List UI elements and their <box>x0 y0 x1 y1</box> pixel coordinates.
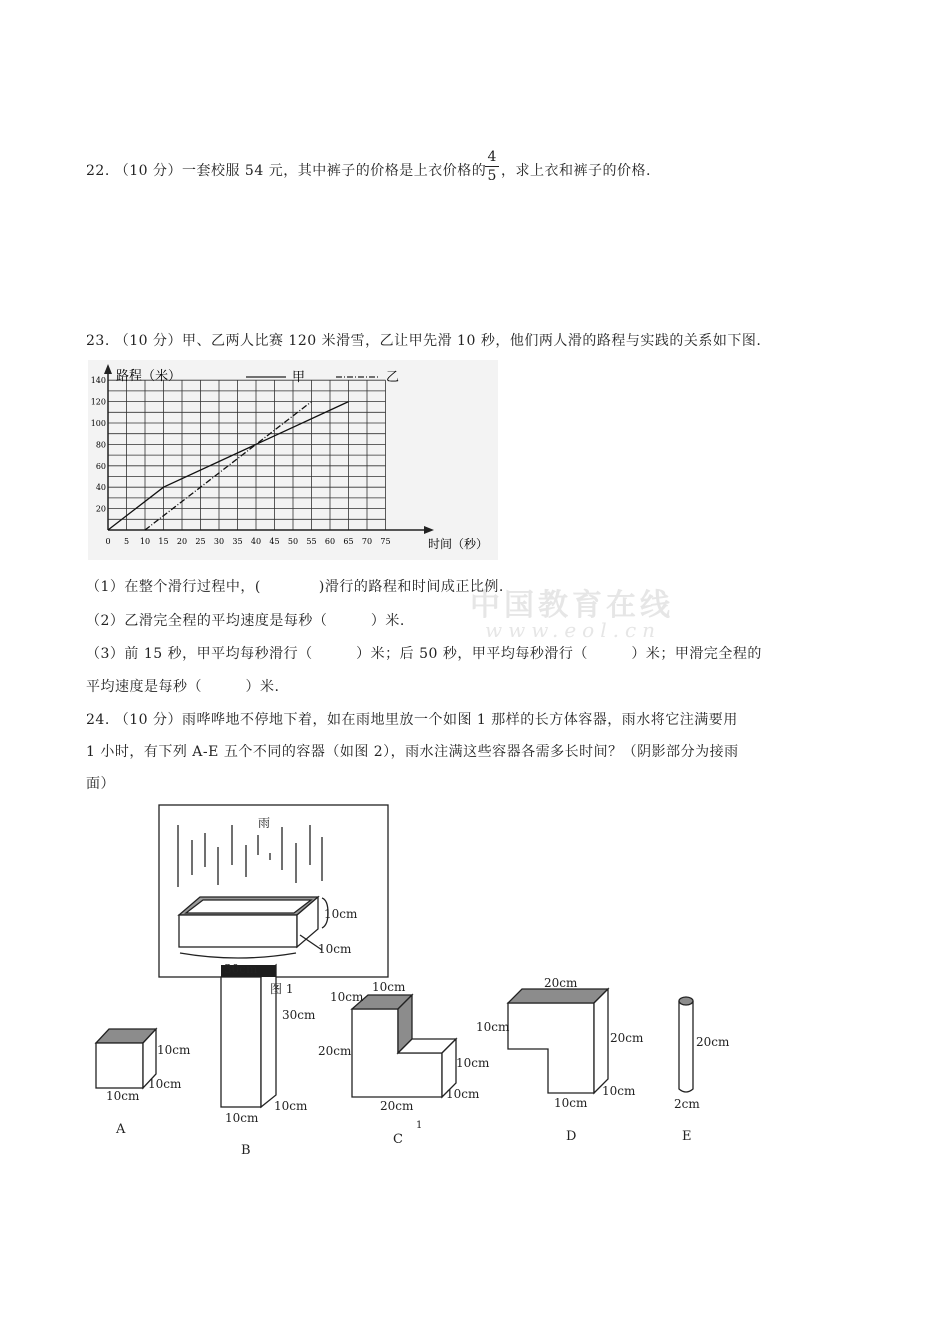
x-tick-label: 45 <box>269 537 280 546</box>
fig1-length-label: 30cm <box>224 962 258 976</box>
q24-line3: 面） <box>86 776 115 792</box>
x-tick-label: 35 <box>232 537 243 546</box>
b-height-label: 30cm <box>282 1008 316 1022</box>
b-width-label: 10cm <box>225 1111 259 1125</box>
watermark-text: 中国教育在线 <box>470 588 674 623</box>
e-height-label: 20cm <box>696 1035 730 1049</box>
x-tick-label: 60 <box>324 537 336 546</box>
x-tick-label: 70 <box>361 537 373 546</box>
container-d-inverted-l <box>508 989 608 1093</box>
x-tick-label: 40 <box>250 537 262 546</box>
d-top-width-label: 20cm <box>544 976 578 990</box>
x-tick-label: 50 <box>287 537 299 546</box>
q22-fraction <box>485 148 499 185</box>
y-tick-label: 20 <box>95 504 106 514</box>
d-width-label: 10cm <box>554 1096 588 1110</box>
c-top-width-label: 10cm <box>372 980 406 994</box>
y-tick-label: 80 <box>95 440 106 450</box>
c-step-height-label: 10cm <box>456 1056 490 1070</box>
e-diameter-label: 2cm <box>674 1097 700 1111</box>
d-left-height-label: 10cm <box>476 1020 510 1034</box>
c-depth-label: 10cm <box>446 1087 480 1101</box>
y-tick-label: 120 <box>90 397 106 407</box>
x-tick-label: 25 <box>195 537 206 546</box>
c-mark: 1 <box>416 1120 423 1131</box>
container-c-l-shape <box>352 995 456 1097</box>
q23-sub2: （2）乙滑完全程的平均速度是每秒（ ）米. <box>86 613 405 629</box>
x-tick-label: 10 <box>139 537 151 546</box>
a-width-label: 10cm <box>106 1089 140 1103</box>
legend-label-jia: 甲 <box>292 370 306 385</box>
c-width-label: 20cm <box>380 1099 414 1113</box>
container-d-label: D <box>566 1129 577 1144</box>
figure1-frame <box>159 805 388 977</box>
container-c-label: C <box>393 1132 403 1147</box>
fraction-numerator: 4 <box>485 148 499 167</box>
q24-line1: 24. （10 分）雨哗哗地不停地下着，如在雨地里放一个如图 1 那样的长方体容器，雨水将它注满要用 <box>86 712 738 728</box>
x-tick-label: 5 <box>123 537 130 546</box>
figure1-box <box>179 897 328 958</box>
q23-sub3b: 平均速度是每秒（ ）米. <box>86 679 280 695</box>
q23-stem: 23. （10 分）甲、乙两人比赛 120 米滑雪，乙让甲先滑 10 秒，他们两人滑的路程与实践的关系如下图. <box>86 333 762 349</box>
q22-text-after: ，求上衣和裤子的价格. <box>501 163 651 179</box>
y-tick-label: 100 <box>90 419 106 428</box>
q24-line2: 1 小时，有下列 A-E 五个不同的容器（如图 2），雨水注满这些容器各需多长时间？（阴影部分为接雨 <box>86 744 739 760</box>
y-tick-label: 40 <box>95 483 106 493</box>
q23-sub3a: （3）前 15 秒，甲平均每秒滑行（ ）米；后 50 秒，甲平均每秒滑行（ ）米；甲滑完全程的 <box>86 646 762 662</box>
x-tick-label: 55 <box>306 537 317 546</box>
x-axis-label: 时间（秒） <box>428 537 489 551</box>
container-a-cube <box>96 1029 156 1088</box>
fig1-height-label: 10cm <box>324 907 358 921</box>
container-e-cylinder <box>679 997 693 1092</box>
fraction-denominator: 5 <box>487 168 497 184</box>
x-tick-label: 75 <box>380 537 391 546</box>
container-e-label: E <box>682 1129 692 1144</box>
x-tick-label: 65 <box>343 537 354 546</box>
rain-label: 雨 <box>258 816 271 830</box>
x-tick-label: 15 <box>158 537 169 546</box>
x-tick-label: 0 <box>105 537 111 546</box>
watermark-url: www.eol.cn <box>485 618 662 642</box>
q23-sub1: （1）在整个滑行过程中，( )滑行的路程和时间成正比例. <box>86 579 504 595</box>
y-axis-label: 路程（米） <box>116 369 182 384</box>
container-a-label: A <box>116 1122 126 1137</box>
distance-time-chart <box>88 360 498 560</box>
c-top-depth-label: 10cm <box>330 990 364 1004</box>
d-height-label: 20cm <box>610 1031 644 1045</box>
container-b-tall-box <box>221 965 276 1107</box>
a-depth-label: 10cm <box>148 1077 182 1091</box>
containers-figure <box>0 795 950 1165</box>
d-depth-label: 10cm <box>602 1084 636 1098</box>
container-b-label: B <box>241 1143 251 1158</box>
b-depth-label: 10cm <box>274 1099 308 1113</box>
y-tick-label: 140 <box>90 376 106 386</box>
q22-text-before: 22. （10 分）一套校服 54 元，其中裤子的价格是上衣价格的 <box>86 163 487 179</box>
rain-lines-icon <box>178 825 322 887</box>
fig1-width-label: 10cm <box>318 942 352 956</box>
c-height-label: 20cm <box>318 1044 352 1058</box>
fig1-caption: 图 1 <box>270 982 294 996</box>
y-tick-label: 60 <box>95 461 106 471</box>
x-tick-label: 20 <box>176 537 188 546</box>
x-tick-label: 30 <box>213 537 225 546</box>
legend-label-yi: 乙 <box>386 370 400 385</box>
a-height-label: 10cm <box>157 1043 191 1057</box>
